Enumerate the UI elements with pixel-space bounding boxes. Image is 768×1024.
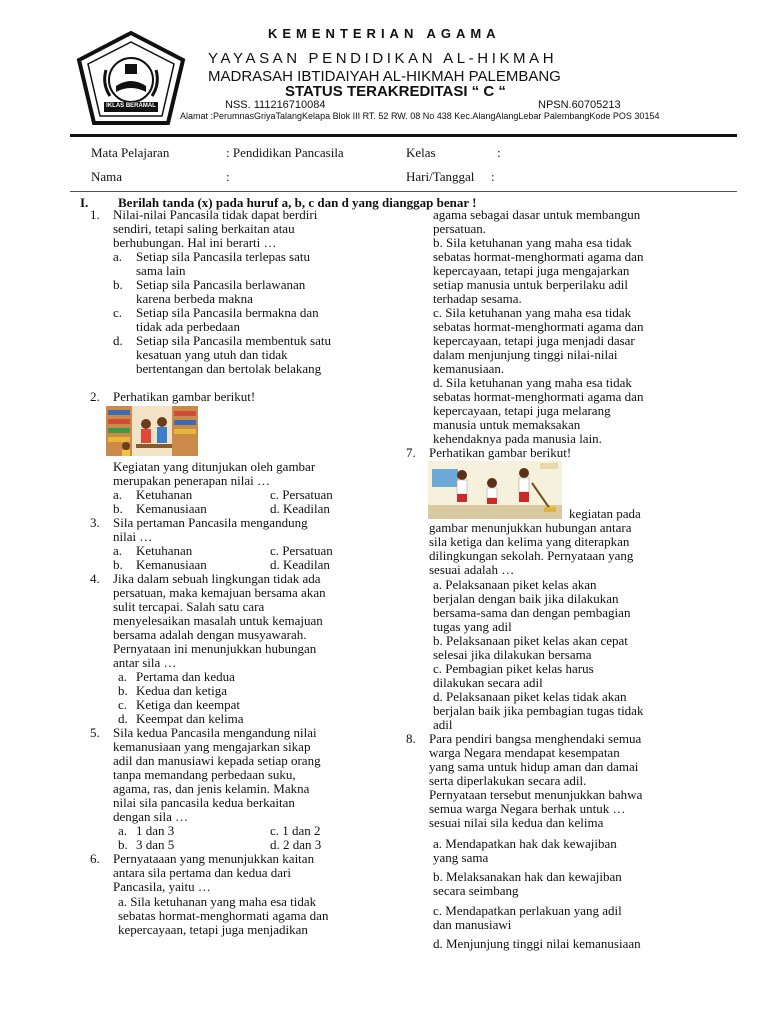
question-text: Pancasila, yaitu … [113, 879, 211, 894]
question-number: 3. [90, 515, 100, 530]
class-cleaning-picture [428, 461, 562, 519]
option-a[interactable]: Setiap sila Pancasila terlepas satu [136, 249, 311, 264]
option-marker: b. [118, 837, 128, 852]
option-c[interactable]: c. Pembagian piket kelas harus [433, 661, 594, 676]
option-marker: a. [113, 543, 123, 558]
option-a[interactable]: Ketuhanan [136, 543, 193, 558]
option-a[interactable]: Pertama dan kedua [136, 669, 235, 684]
option-text: bersama-sama dan dengan pembagian [433, 605, 631, 620]
option-marker: b. [118, 683, 128, 698]
question-number: 2. [90, 389, 100, 404]
question-text: nilai … [113, 529, 153, 544]
question-text: sesuai adalah … [429, 562, 515, 577]
question-text: menyelesaikan masalah untuk kemajuan [113, 613, 323, 628]
option-b[interactable]: Kemanusiaan [136, 557, 207, 572]
left-column [90, 208, 370, 964]
option-text: selesai jika dilakukan bersama [433, 647, 592, 662]
option-d[interactable]: Setiap sila Pancasila membentuk satu [136, 333, 331, 348]
option-text: sebatas hormat-menghormati agama dan [118, 908, 329, 923]
name-label: Nama [91, 169, 123, 184]
option-text: persatuan. [433, 221, 487, 236]
option-text: sebatas hormat-menghormati agama dan [433, 319, 644, 334]
subject-label: Mata Pelajaran [91, 145, 170, 160]
question-text: antara sila pertama dan kedua dari [113, 865, 291, 880]
option-text: berjalan baik jika pembagian tugas tidak [433, 703, 644, 718]
foundation-title: YAYASAN PENDIDIKAN AL-HIKMAH [208, 50, 558, 67]
option-c[interactable]: c. 1 dan 2 [270, 823, 321, 838]
question-text: semua warga Negara berhak untuk … [429, 801, 626, 816]
option-text: adil [433, 717, 453, 732]
header-rule [70, 134, 737, 137]
question-text: gambar menunjukkan hubungan antara [429, 520, 632, 535]
right-column [406, 208, 678, 964]
option-c[interactable]: c. Persatuan [270, 543, 333, 558]
option-a[interactable]: 1 dan 3 [136, 823, 175, 838]
option-text: secara seimbang [433, 883, 519, 898]
question-text: dilingkungan sekolah. Pernyataan yang [429, 548, 634, 563]
question-text: sesuai nilai sila kedua dan kelima [429, 815, 604, 830]
question-text: warga Negara mendapat kesempatan [429, 745, 620, 760]
question-text: kegiatan pada [569, 506, 641, 521]
question-text: persatuan, maka kemajuan bersama akan [113, 585, 326, 600]
option-text: dan manusiawi [433, 917, 512, 932]
option-b[interactable]: Kemanusiaan [136, 501, 207, 516]
class-value: : [497, 145, 501, 160]
option-text: terhadap sesama. [433, 291, 522, 306]
option-a[interactable]: Ketuhanan [136, 487, 193, 502]
option-a[interactable]: a. Sila ketuhanan yang maha esa tidak [118, 894, 317, 909]
name-value: : [226, 169, 230, 184]
identity-rule [70, 191, 737, 192]
question-text: dengan sila … [113, 809, 189, 824]
option-text: agama sebagai dasar untuk membangun [433, 207, 641, 222]
section-instruction: Berilah tanda (x) pada huruf a, b, c dan d yang dianggap benar ! [118, 195, 477, 210]
option-marker: b. [113, 277, 123, 292]
option-text: tidak ada perbedaan [136, 319, 240, 334]
question-text: Pernyataaan yang menunjukkan kaitan [113, 851, 315, 866]
option-a[interactable]: a. Pelaksanaan piket kelas akan [433, 577, 597, 592]
option-a[interactable]: a. Mendapatkan hak dak kewajiban [433, 836, 617, 851]
option-marker: a. [113, 249, 123, 264]
school-logo [76, 30, 186, 126]
option-text: kehendaknya pada manusia lain. [433, 431, 602, 446]
option-b[interactable]: b. Sila ketuhanan yang maha esa tidak [433, 235, 632, 250]
option-b[interactable]: 3 dan 5 [136, 837, 175, 852]
option-marker: c. [118, 697, 128, 712]
question-text: nilai sila pancasila kedua berkaitan [113, 795, 295, 810]
question-number: 6. [90, 851, 100, 866]
option-marker: a. [118, 669, 128, 684]
option-text: berjalan dengan baik jika dilakukan [433, 591, 619, 606]
option-text: tugas yang adil [433, 619, 512, 634]
npsn-number: NPSN.60705213 [538, 99, 621, 111]
option-b[interactable]: b. Melaksanakan hak dan kewajiban [433, 869, 622, 884]
option-text: yang sama [433, 850, 489, 865]
option-d[interactable]: d. 2 dan 3 [270, 837, 322, 852]
option-text: sebatas hormat-menghormati agama dan [433, 389, 644, 404]
option-text: dalam menjunjung tinggi nilai-nilai [433, 347, 618, 362]
question-text: yang sama untuk hidup aman dan damai [429, 759, 639, 774]
question-text: Kegiatan yang ditunjukan oleh gambar [113, 459, 316, 474]
option-b[interactable]: Kedua dan ketiga [136, 683, 227, 698]
question-text: Perhatikan gambar berikut! [429, 445, 572, 460]
question-text: serta diperlakukan secara adil. [429, 773, 587, 788]
option-marker: b. [113, 557, 123, 572]
question-number: 7. [406, 445, 416, 460]
question-text: Nilai-nilai Pancasila tidak dapat berdiri [113, 207, 318, 222]
logo-text: IKLAS BERAMAL [106, 103, 156, 109]
option-c[interactable]: c. Mendapatkan perlakuan yang adil [433, 903, 622, 918]
ministry-title: KEMENTERIAN AGAMA [268, 26, 501, 41]
question-text: Jika dalam sebuah lingkungan tidak ada [113, 571, 321, 586]
question-text: merupakan penerapan nilai … [113, 473, 271, 488]
option-d[interactable]: d. Sila ketuhanan yang maha esa tidak [433, 375, 632, 390]
question-text: berhubungan. Hal ini berarti … [113, 235, 277, 250]
option-text: kepercayaan, tetapi juga melarang [433, 403, 611, 418]
question-text: Sila kedua Pancasila mengandung nilai [113, 725, 317, 740]
question-text: agama, ras, dan jenis kelamin. Makna [113, 781, 310, 796]
accreditation-status: STATUS TERAKREDITASI “ C “ [285, 83, 506, 100]
question-text: bersama adalah dengan musyawarah. [113, 627, 307, 642]
option-c[interactable]: Setiap sila Pancasila bermakna dan [136, 305, 319, 320]
option-marker: a. [113, 487, 123, 502]
option-d[interactable]: d. Keadilan [270, 557, 330, 572]
option-c[interactable]: Ketiga dan keempat [136, 697, 240, 712]
class-label: Kelas [406, 145, 436, 160]
question-text: sila ketiga dan kelima yang diterapkan [429, 534, 630, 549]
option-marker: c. [113, 305, 123, 320]
option-marker: d. [118, 711, 128, 726]
question-text: antar sila … [113, 655, 177, 670]
question-text: adil dan manusiawi kepada setiap orang [113, 753, 321, 768]
library-reading-picture [106, 406, 198, 456]
option-text: kepercayaan, tetapi juga mengajarkan [433, 263, 630, 278]
option-b[interactable]: b. Pelaksanaan piket kelas akan cepat [433, 633, 628, 648]
question-text: Pernyataan ini menunjukkan hubungan [113, 641, 317, 656]
option-text: setiap manusia untuk berperilaku adil [433, 277, 628, 292]
question-text: Pernyataan tersebut menunjukkan bahwa [429, 787, 643, 802]
question-text: kemanusiaan yang mengajarkan sikap [113, 739, 311, 754]
option-text: kepercayaan, tetapi juga menjadi dasar [433, 333, 635, 348]
question-number: 4. [90, 571, 100, 586]
question-text: sendiri, tetapi saling berkaitan atau [113, 221, 295, 236]
option-marker: a. [118, 823, 128, 838]
option-text: manusia untuk memaksakan [433, 417, 581, 432]
option-text: karena berbeda makna [136, 291, 253, 306]
question-text: tanpa memandang perbedaan suku, [113, 767, 296, 782]
option-d[interactable]: Keempat dan kelima [136, 711, 244, 726]
option-text: dilakukan secara adil [433, 675, 543, 690]
school-address: Alamat :PerumnasGriyaTalangKelapa Blok III RT. 52 RW. 08 No 438 Kec.AlangAlangLebar PalembangKode POS 30154 [180, 111, 660, 121]
question-text: Perhatikan gambar berikut! [113, 389, 256, 404]
option-text: bertentangan dan bertolak belakang [136, 361, 322, 376]
section-numeral: I. [80, 195, 89, 210]
date-label: Hari/Tanggal [406, 169, 475, 184]
option-d[interactable]: d. Pelaksanaan piket kelas tidak akan [433, 689, 627, 704]
school-name: MADRASAH IBTIDAIYAH AL-HIKMAH PALEMBANG [208, 68, 561, 85]
option-d[interactable]: d. Menjunjung tinggi nilai kemanusiaan [433, 936, 641, 951]
option-d[interactable]: d. Keadilan [270, 501, 330, 516]
option-c[interactable]: c. Sila ketuhanan yang maha esa tidak [433, 305, 632, 320]
option-text: sebatas hormat-menghormati agama dan [433, 249, 644, 264]
date-value: : [491, 169, 495, 184]
option-b[interactable]: Setiap sila Pancasila berlawanan [136, 277, 306, 292]
option-marker: d. [113, 333, 123, 348]
question-number: 8. [406, 731, 416, 746]
option-marker: b. [113, 501, 123, 516]
question-text: sulit tercapai. Salah satu cara [113, 599, 265, 614]
option-c[interactable]: c. Persatuan [270, 487, 333, 502]
option-text: kesatuan yang utuh dan tidak [136, 347, 288, 362]
option-text: kemanusiaan. [433, 361, 505, 376]
question-number: 5. [90, 725, 100, 740]
option-text: kepercayaan, tetapi juga menjadikan [118, 922, 308, 937]
subject-value: : Pendidikan Pancasila [226, 145, 344, 160]
nss-number: NSS. 111216710084 [225, 99, 326, 111]
question-number: 1. [90, 207, 100, 222]
option-text: sama lain [136, 263, 186, 278]
question-text: Sila pertaman Pancasila mengandung [113, 515, 308, 530]
question-text: Para pendiri bangsa menghendaki semua [429, 731, 642, 746]
